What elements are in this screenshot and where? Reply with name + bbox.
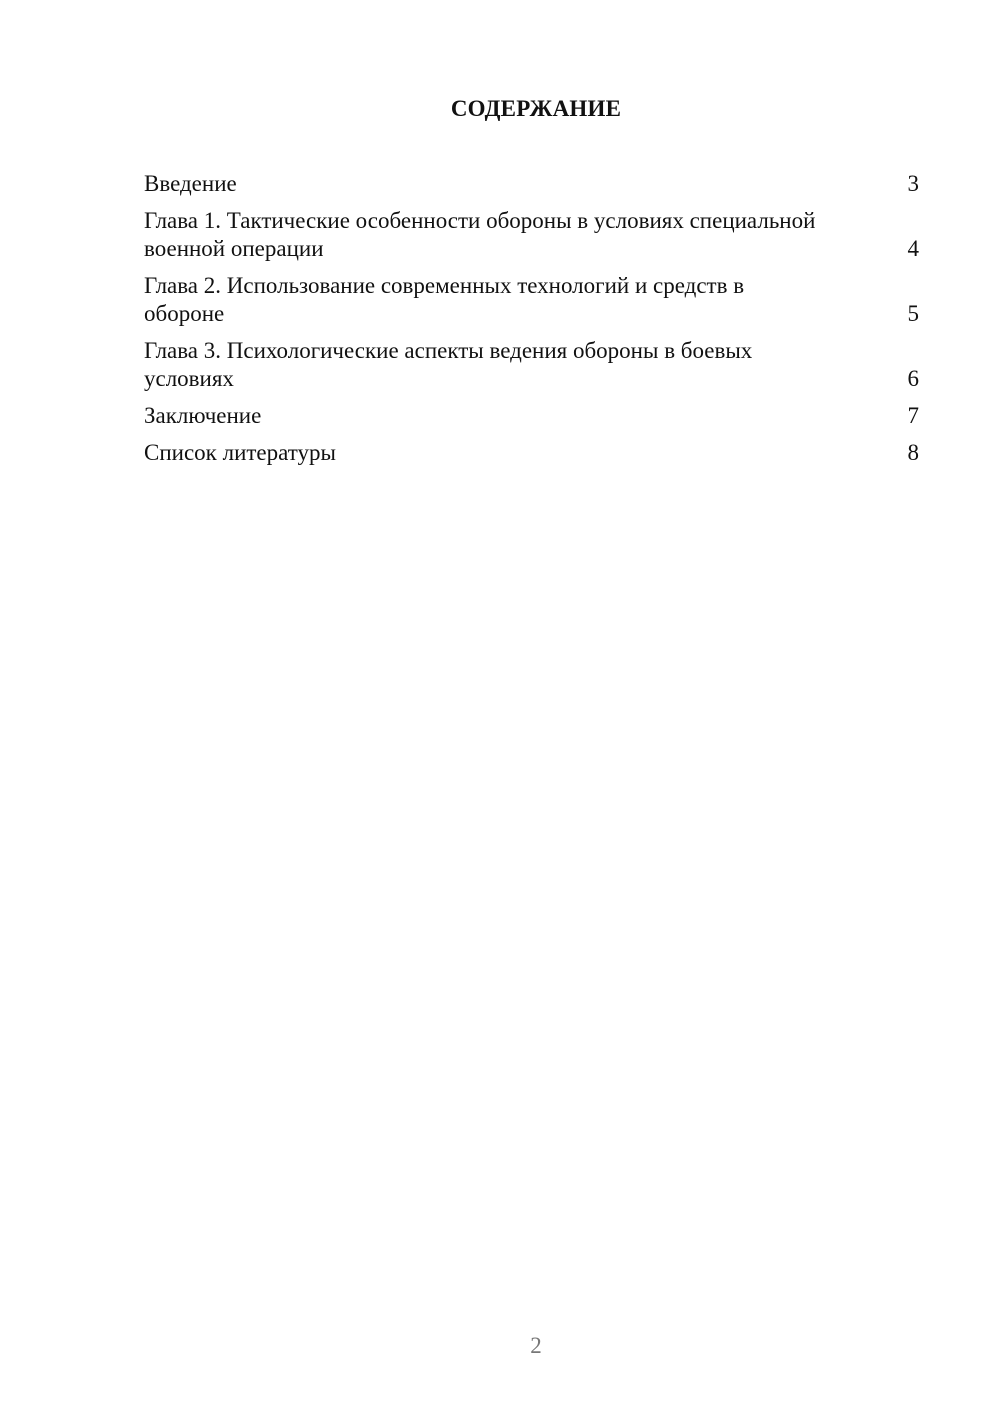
toc-entry-chapter-1 <box>144 207 919 263</box>
toc-entry-page: 7 <box>907 403 919 428</box>
toc-entry-conclusion <box>144 402 919 430</box>
page-number: 2 <box>530 1333 542 1358</box>
toc-entry-references <box>144 439 919 467</box>
toc-entry-introduction <box>144 170 919 198</box>
toc-entry-page: 6 <box>907 366 919 391</box>
toc-entry-chapter-2 <box>144 272 919 328</box>
toc-entry-page: 3 <box>907 171 919 196</box>
toc-entry-page: 4 <box>907 236 919 261</box>
toc-entry-text: Глава 2. Использование современных технологий и средств в обороне <box>144 273 745 326</box>
toc-entry-page: 5 <box>907 301 919 326</box>
table-of-contents <box>144 170 919 476</box>
toc-entry-chapter-3 <box>144 337 919 393</box>
toc-entry-text: Введение <box>144 171 237 196</box>
toc-entry-text: Список литературы <box>144 440 336 465</box>
toc-entry-page: 8 <box>907 440 919 465</box>
toc-entry-text: Заключение <box>144 403 262 428</box>
toc-entry-text: Глава 1. Тактические особенности обороны в условиях специальной военной операции <box>144 208 816 261</box>
toc-title: СОДЕРЖАНИЕ <box>450 96 622 121</box>
toc-entry-text: Глава 3. Психологические аспекты ведения обороны в боевых условиях <box>144 338 753 391</box>
